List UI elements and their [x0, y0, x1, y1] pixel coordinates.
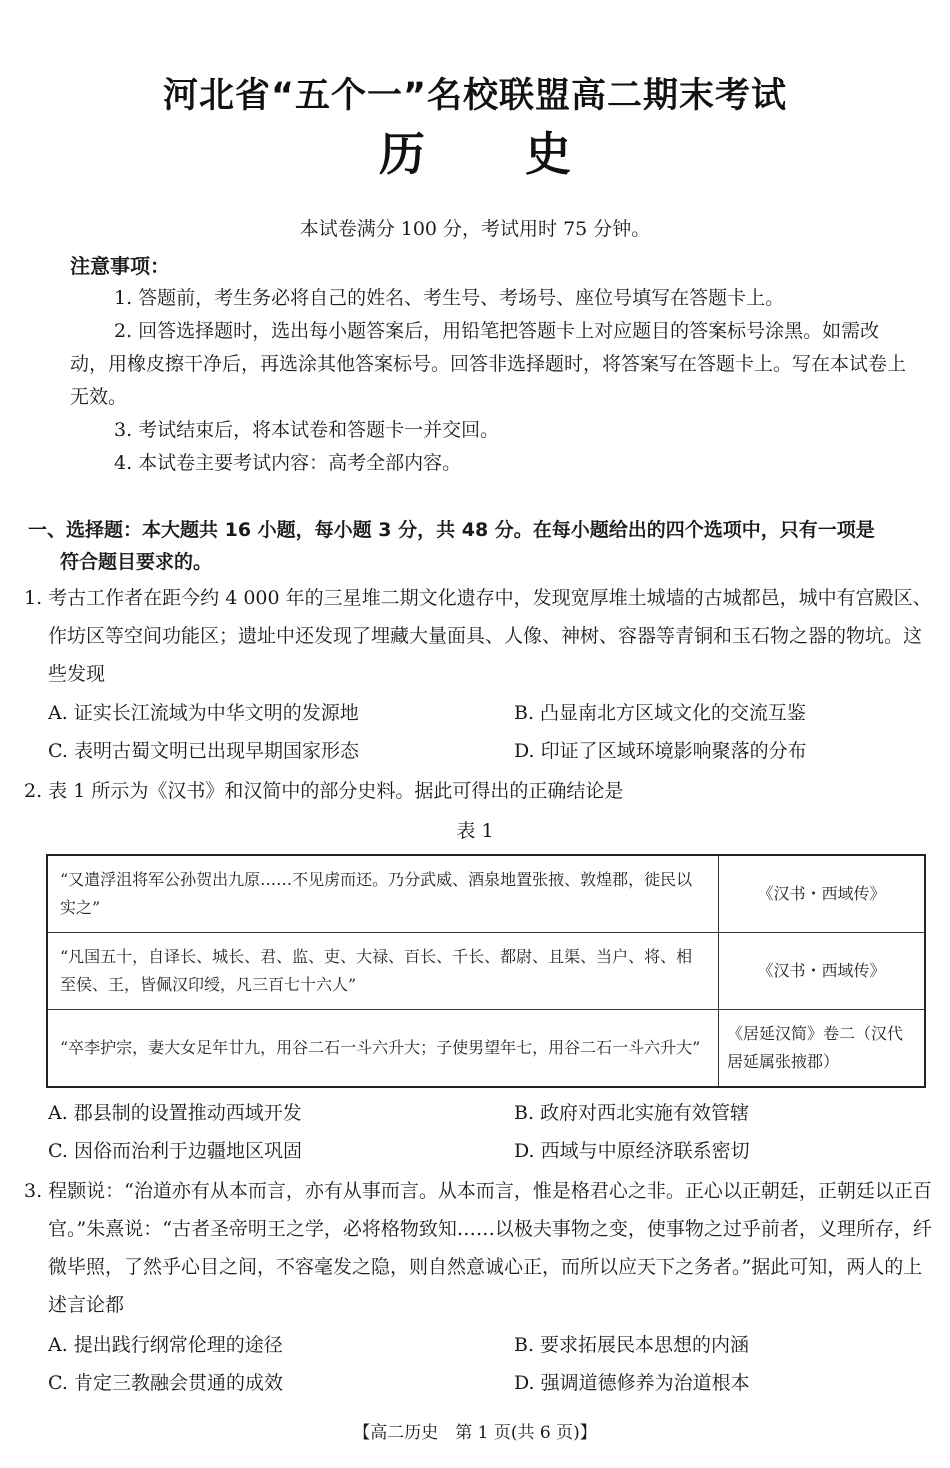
section-heading-line-2: 符合题目要求的。	[60, 551, 213, 573]
notice-item-1: 1. 答题前，考生务必将自己的姓名、考生号、考场号、座位号填写在答题卡上。	[114, 287, 785, 309]
source-table	[46, 854, 926, 1088]
notice-item-4: 4. 本试卷主要考试内容：高考全部内容。	[114, 452, 462, 474]
notice-heading: 注意事项：	[70, 254, 170, 278]
q2-option-d[interactable]: D. 西域与中原经济联系密切	[514, 1140, 750, 1162]
table-row	[47, 1010, 925, 1088]
q2-option-a[interactable]: A. 郡县制的设置推动西域开发	[48, 1102, 302, 1124]
table-cell-text: “又遣浮沮将军公孙贺出九原……不见虏而还。乃分武威、酒泉地置张掖、敦煌郡，徙民以实之”	[47, 855, 719, 933]
page-footer: 【高二历史 第 1 页(共 6 页)】	[353, 1423, 597, 1443]
question-2-options	[48, 1094, 928, 1170]
q1-option-a[interactable]: A. 证实长江流域为中华文明的发源地	[48, 702, 359, 724]
option-row	[48, 1364, 928, 1402]
table-cell-text: “凡国五十，自译长、城长、君、监、吏、大禄、百长、千长、都尉、且渠、当户、将、相至侯、王，皆佩汉印绶，凡三百七十六人”	[47, 933, 719, 1010]
section-heading	[28, 514, 933, 578]
table-row	[47, 933, 925, 1010]
q3-option-d[interactable]: D. 强调道德修养为治道根本	[514, 1372, 750, 1394]
q2-option-b[interactable]: B. 政府对西北实施有效管辖	[514, 1102, 750, 1124]
question-3	[24, 1172, 934, 1324]
q2-option-c[interactable]: C. 因俗而治利于边疆地区巩固	[48, 1140, 302, 1162]
option-row	[48, 1094, 928, 1132]
question-1	[24, 579, 934, 693]
exam-title: 河北省“五个一”名校联盟高二期末考试	[162, 76, 787, 116]
option-row	[48, 1132, 928, 1170]
question-1-options	[48, 694, 928, 770]
table-row	[47, 855, 925, 933]
q3-option-a[interactable]: A. 提出践行纲常伦理的途径	[48, 1334, 283, 1356]
option-row	[48, 1326, 928, 1364]
notice-item-3: 3. 考试结束后，将本试卷和答题卡一并交回。	[114, 419, 500, 441]
table-cell-source: 《汉书・西域传》	[719, 933, 926, 1010]
q3-option-c[interactable]: C. 肯定三教融会贯通的成效	[48, 1372, 283, 1394]
q1-option-d[interactable]: D. 印证了区域环境影响聚落的分布	[514, 740, 807, 762]
notice-item-2: 2. 回答选择题时，选出每小题答案后，用铅笔把答题卡上对应题目的答案标号涂黑。如需改动，用橡皮擦干净后，再选涂其他答案标号。回答非选择题时，将答案写在答题卡上。写在本试卷上无效。	[70, 320, 907, 408]
subject-char-2: 史	[525, 127, 571, 181]
table-cell-text: “卒李护宗，妻大女足年廿九，用谷二石一斗六升大；子使男望年七，用谷二石一斗六升大”	[47, 1010, 719, 1088]
subject-char-1: 历	[379, 127, 425, 181]
table-caption: 表 1	[456, 820, 494, 842]
q1-option-c[interactable]: C. 表明古蜀文明已出现早期国家形态	[48, 740, 359, 762]
question-1-stem: 1. 考古工作者在距今约 4 000 年的三星堆二期文化遗存中，发现宽厚堆土城墙的古城都邑，城中有宫殿区、作坊区等空间功能区；遗址中还发现了埋藏大量面具、人像、神树、容器等青铜和玉石物之器的物坑。这些发现	[24, 587, 932, 685]
option-row	[48, 732, 928, 770]
question-2	[24, 772, 934, 810]
table-cell-source: 《居延汉简》卷二（汉代居延属张掖郡）	[719, 1010, 926, 1088]
notice-list	[70, 282, 910, 480]
question-2-stem: 2. 表 1 所示为《汉书》和汉简中的部分史料。据此可得出的正确结论是	[24, 780, 624, 802]
table-cell-source: 《汉书・西域传》	[719, 855, 926, 933]
question-3-stem: 3. 程颢说：“治道亦有从本而言，亦有从事而言。从本而言，惟是格君心之非。正心以正朝廷，正朝廷以正百官。”朱熹说：“古者圣帝明王之学，必将格物致知……以极夫事物之变，使事物之过乎前者，义理所存，纤微毕照，了然乎心目之间，不容毫发之隐，则自然意诚心正，而所以应天下之务者。”据此可知，两人的上述言论都	[24, 1180, 932, 1316]
question-3-options	[48, 1326, 928, 1402]
exam-intro: 本试卷满分 100 分，考试用时 75 分钟。	[299, 218, 651, 240]
option-row	[48, 694, 928, 732]
q3-option-b[interactable]: B. 要求拓展民本思想的内涵	[514, 1334, 750, 1356]
q1-option-b[interactable]: B. 凸显南北方区域文化的交流互鉴	[514, 702, 807, 724]
section-heading-line-1: 一、选择题：本大题共 16 小题，每小题 3 分，共 48 分。在每小题给出的四个选项中，只有一项是	[28, 519, 875, 541]
subject-title	[0, 118, 950, 184]
